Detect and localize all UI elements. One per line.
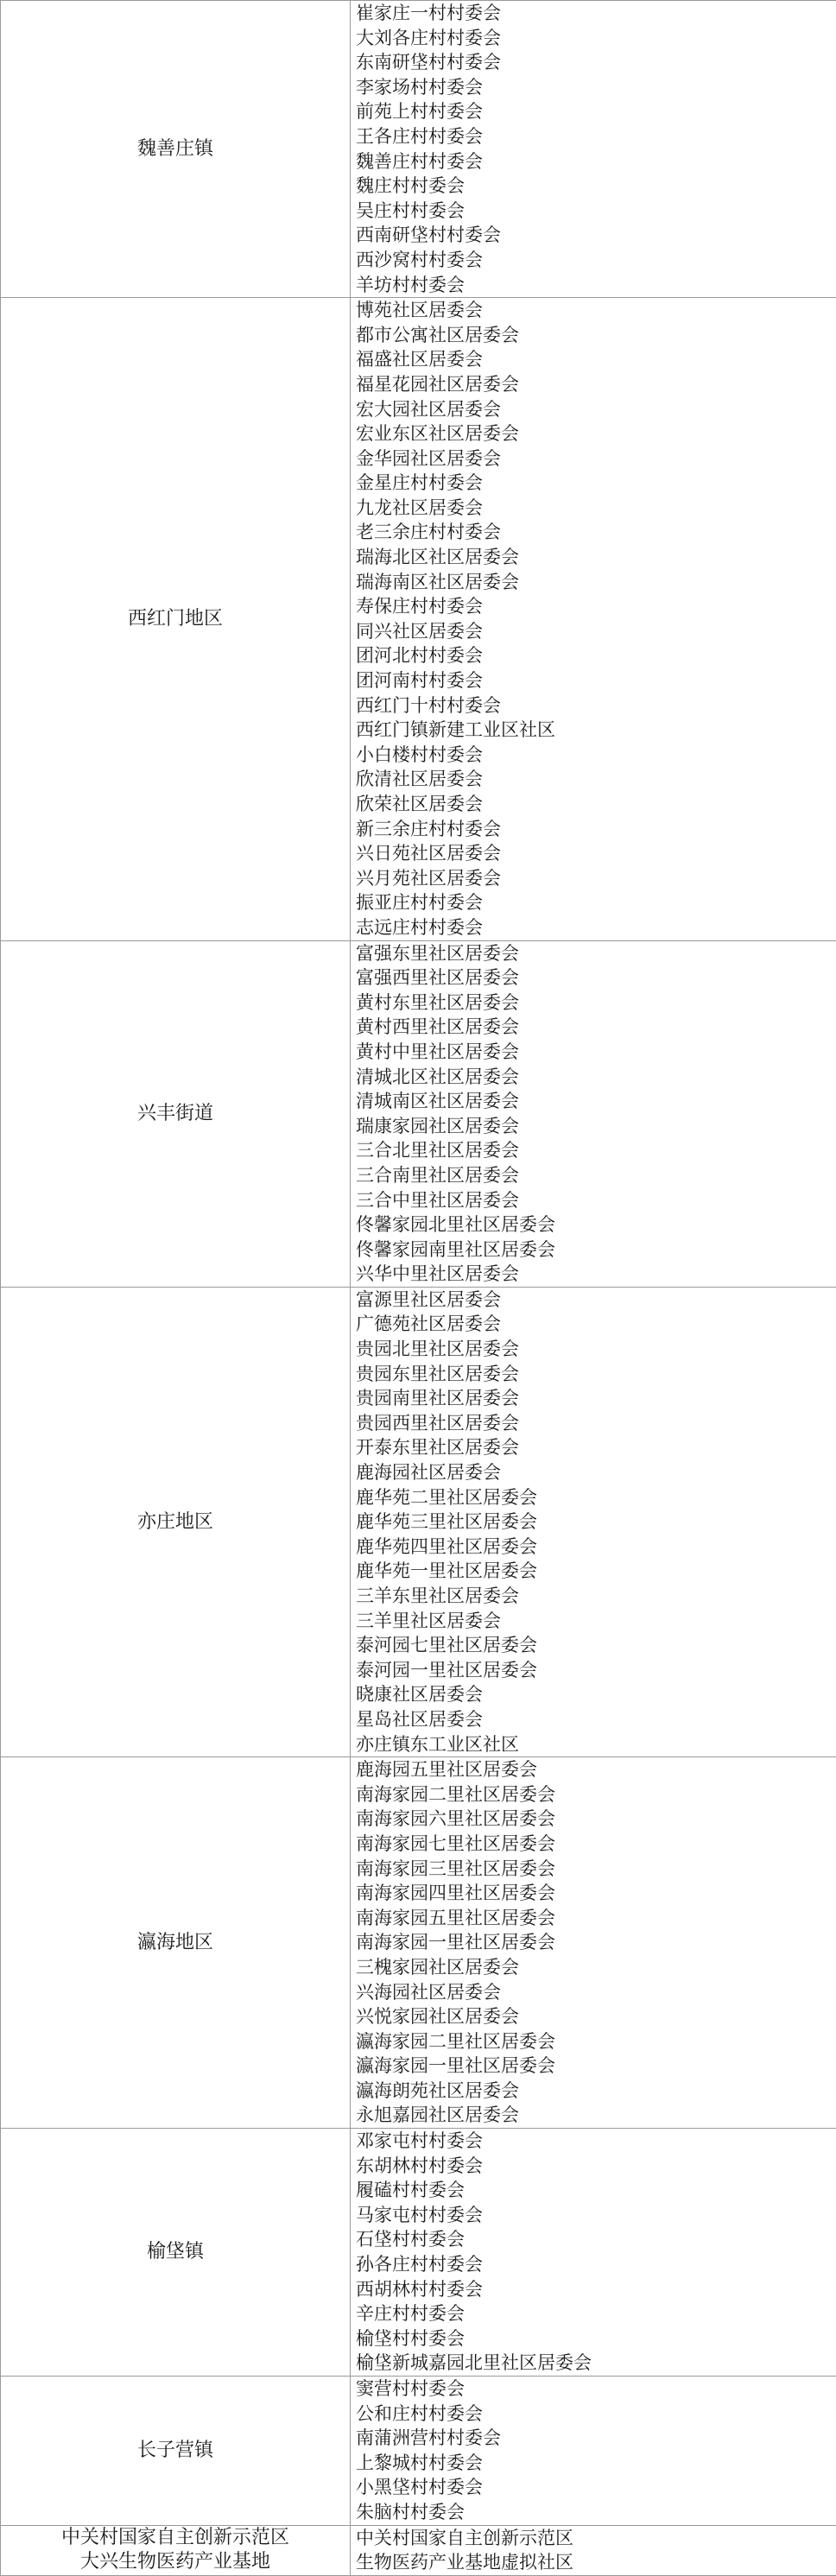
units-cell — [351, 1287, 836, 1756]
unit-item: 西沙窝村村委会 — [356, 248, 836, 273]
unit-item: 南海家园四里社区居委会 — [356, 1881, 836, 1906]
unit-item: 晓康社区居委会 — [356, 1682, 836, 1707]
unit-item: 鹿华苑三里社区居委会 — [356, 1510, 836, 1535]
unit-item: 榆垡村村委会 — [356, 2326, 836, 2351]
town-name: 西红门地区 — [1, 607, 350, 631]
unit-item: 上黎城村村委会 — [356, 2451, 836, 2476]
unit-item: 黄村中里社区居委会 — [356, 1040, 836, 1065]
unit-item: 新三余庄村村委会 — [356, 817, 836, 842]
unit-item: 兴华中里社区居委会 — [356, 1262, 836, 1287]
unit-item: 黄村东里社区居委会 — [356, 991, 836, 1016]
unit-item: 三合北里社区居委会 — [356, 1138, 836, 1163]
unit-item: 泰河园七里社区居委会 — [356, 1633, 836, 1658]
unit-item: 金华园社区居委会 — [356, 446, 836, 472]
unit-item: 鹿海园社区居委会 — [356, 1460, 836, 1485]
unit-item: 鹿华苑二里社区居委会 — [356, 1485, 836, 1510]
unit-item: 三羊里社区居委会 — [356, 1609, 836, 1634]
unit-item: 鹿华苑四里社区居委会 — [356, 1535, 836, 1560]
town-cell — [1, 2377, 351, 2526]
unit-item: 南蒲洲营村村委会 — [356, 2426, 836, 2451]
town-name: 大兴生物医药产业基地 — [1, 2550, 350, 2574]
table-row — [1, 940, 836, 1287]
unit-item: 李家场村村委会 — [356, 75, 836, 100]
unit-item: 都市公寓社区居委会 — [356, 323, 836, 348]
unit-item: 瑞康家园社区居委会 — [356, 1114, 836, 1139]
unit-item: 永旭嘉园社区居委会 — [356, 2103, 836, 2128]
unit-item: 履磕村村委会 — [356, 2178, 836, 2203]
unit-item: 兴月苑社区居委会 — [356, 866, 836, 891]
unit-item: 小黑垡村村委会 — [356, 2475, 836, 2500]
unit-item: 窦营村村委会 — [356, 2377, 836, 2402]
unit-item: 南海家园三里社区居委会 — [356, 1857, 836, 1882]
town-cell — [1, 298, 351, 940]
unit-item: 邓家屯村村委会 — [356, 2129, 836, 2154]
table-row — [1, 2377, 836, 2526]
unit-item: 三槐家园社区居委会 — [356, 1955, 836, 1980]
town-cell — [1, 2525, 351, 2575]
unit-item: 欣荣社区居委会 — [356, 792, 836, 817]
unit-item: 富强东里社区居委会 — [356, 941, 836, 966]
table-row — [1, 2129, 836, 2377]
town-name: 长子营镇 — [1, 2439, 350, 2463]
unit-item: 南海家园二里社区居委会 — [356, 1782, 836, 1807]
unit-item: 老三余庄村村委会 — [356, 520, 836, 545]
town-name: 亦庄地区 — [1, 1510, 350, 1535]
unit-item: 贵园南里社区居委会 — [356, 1386, 836, 1411]
unit-item: 福盛社区居委会 — [356, 347, 836, 372]
unit-item: 南海家园七里社区居委会 — [356, 1832, 836, 1857]
table-row — [1, 1287, 836, 1756]
unit-item: 星岛社区居委会 — [356, 1707, 836, 1732]
unit-item: 西红门十村村委会 — [356, 693, 836, 718]
unit-item: 东胡林村村委会 — [356, 2154, 836, 2179]
unit-item: 小白楼村村委会 — [356, 743, 836, 768]
units-cell — [351, 1757, 836, 2129]
unit-item: 公和庄村村委会 — [356, 2402, 836, 2427]
unit-item: 清城南区社区居委会 — [356, 1089, 836, 1114]
units-cell — [351, 2129, 836, 2377]
unit-item: 三合南里社区居委会 — [356, 1163, 836, 1188]
unit-item: 西红门镇新建工业区社区 — [356, 718, 836, 743]
unit-item: 金星庄村村委会 — [356, 471, 836, 496]
unit-item: 贵园西里社区居委会 — [356, 1411, 836, 1436]
unit-item: 生物医药产业基地虚拟社区 — [356, 2550, 836, 2575]
unit-item: 魏善庄村村委会 — [356, 149, 836, 174]
table-row — [1, 2525, 836, 2575]
units-cell — [351, 298, 836, 940]
unit-item: 团河北村村委会 — [356, 643, 836, 668]
unit-item: 福星花园社区居委会 — [356, 372, 836, 397]
unit-item: 魏庄村村委会 — [356, 174, 836, 199]
unit-item: 三羊东里社区居委会 — [356, 1584, 836, 1609]
unit-item: 开泰东里社区居委会 — [356, 1435, 836, 1460]
unit-item: 鹿华苑一里社区居委会 — [356, 1559, 836, 1584]
unit-item: 富强西里社区居委会 — [356, 965, 836, 991]
unit-item: 同兴社区居委会 — [356, 619, 836, 644]
unit-item: 瑞海南区社区居委会 — [356, 570, 836, 595]
unit-item: 亦庄镇东工业区社区 — [356, 1732, 836, 1757]
unit-item: 兴悦家园社区居委会 — [356, 2004, 836, 2029]
unit-item: 南海家园五里社区居委会 — [356, 1906, 836, 1931]
unit-item: 博苑社区居委会 — [356, 298, 836, 323]
unit-item: 清城北区社区居委会 — [356, 1065, 836, 1090]
town-name: 中关村国家自主创新示范区 — [1, 2526, 350, 2550]
unit-item: 九龙社区居委会 — [356, 496, 836, 521]
unit-item: 鹿海园五里社区居委会 — [356, 1757, 836, 1782]
town-cell — [1, 940, 351, 1287]
units-cell — [351, 2377, 836, 2526]
unit-item: 榆垡新城嘉园北里社区居委会 — [356, 2351, 836, 2376]
unit-item: 宏业东区社区居委会 — [356, 421, 836, 446]
table-body — [1, 1, 836, 2576]
unit-item: 兴日苑社区居委会 — [356, 841, 836, 866]
unit-item: 中关村国家自主创新示范区 — [356, 2526, 836, 2551]
unit-item: 欣清社区居委会 — [356, 767, 836, 792]
unit-item: 朱脑村村委会 — [356, 2500, 836, 2525]
unit-item: 贵园北里社区居委会 — [356, 1337, 836, 1362]
unit-item: 东南研垡村村委会 — [356, 50, 836, 75]
town-cell — [1, 1, 351, 298]
unit-item: 泰河园一里社区居委会 — [356, 1658, 836, 1683]
unit-item: 羊坊村村委会 — [356, 273, 836, 298]
unit-item: 佟馨家园南里社区居委会 — [356, 1237, 836, 1263]
unit-item: 西南研垡村村委会 — [356, 223, 836, 248]
units-cell — [351, 2525, 836, 2575]
town-name: 兴丰街道 — [1, 1102, 350, 1126]
unit-item: 辛庄村村委会 — [356, 2301, 836, 2326]
town-name: 榆垡镇 — [1, 2240, 350, 2264]
table-row — [1, 298, 836, 940]
unit-item: 南海家园六里社区居委会 — [356, 1807, 836, 1832]
unit-item: 瀛海朗苑社区居委会 — [356, 2079, 836, 2104]
unit-item: 瑞海北区社区居委会 — [356, 545, 836, 570]
unit-item: 振亚庄村村委会 — [356, 890, 836, 915]
unit-item: 崔家庄一村村委会 — [356, 1, 836, 26]
unit-item: 贵园东里社区居委会 — [356, 1362, 836, 1387]
unit-item: 马家屯村村委会 — [356, 2203, 836, 2228]
unit-item: 宏大园社区居委会 — [356, 397, 836, 422]
unit-item: 佟馨家园北里社区居委会 — [356, 1212, 836, 1237]
unit-item: 三合中里社区居委会 — [356, 1188, 836, 1213]
units-cell — [351, 940, 836, 1287]
unit-item: 黄村西里社区居委会 — [356, 1015, 836, 1040]
unit-item: 吴庄村村委会 — [356, 199, 836, 224]
units-cell — [351, 1, 836, 298]
unit-item: 瀛海家园二里社区居委会 — [356, 2029, 836, 2054]
unit-item: 广德苑社区居委会 — [356, 1312, 836, 1337]
town-name: 魏善庄镇 — [1, 137, 350, 161]
unit-item: 寿保庄村村委会 — [356, 594, 836, 619]
unit-item: 富源里社区居委会 — [356, 1288, 836, 1313]
unit-item: 瀛海家园一里社区居委会 — [356, 2054, 836, 2079]
unit-item: 大刘各庄村村委会 — [356, 26, 836, 51]
town-name: 瀛海地区 — [1, 1931, 350, 1955]
unit-item: 志远庄村村委会 — [356, 915, 836, 940]
unit-item: 王各庄村村委会 — [356, 124, 836, 149]
unit-item: 南海家园一里社区居委会 — [356, 1930, 836, 1955]
unit-item: 前苑上村村委会 — [356, 99, 836, 124]
town-cell — [1, 1757, 351, 2129]
unit-item: 兴海园社区居委会 — [356, 1980, 836, 2005]
unit-item: 西胡林村村委会 — [356, 2277, 836, 2302]
table-row — [1, 1, 836, 298]
town-cell — [1, 2129, 351, 2377]
town-cell — [1, 1287, 351, 1756]
table-row — [1, 1757, 836, 2129]
unit-item: 石垡村村委会 — [356, 2227, 836, 2252]
unit-item: 团河南村村委会 — [356, 668, 836, 693]
unit-item: 孙各庄村村委会 — [356, 2252, 836, 2277]
